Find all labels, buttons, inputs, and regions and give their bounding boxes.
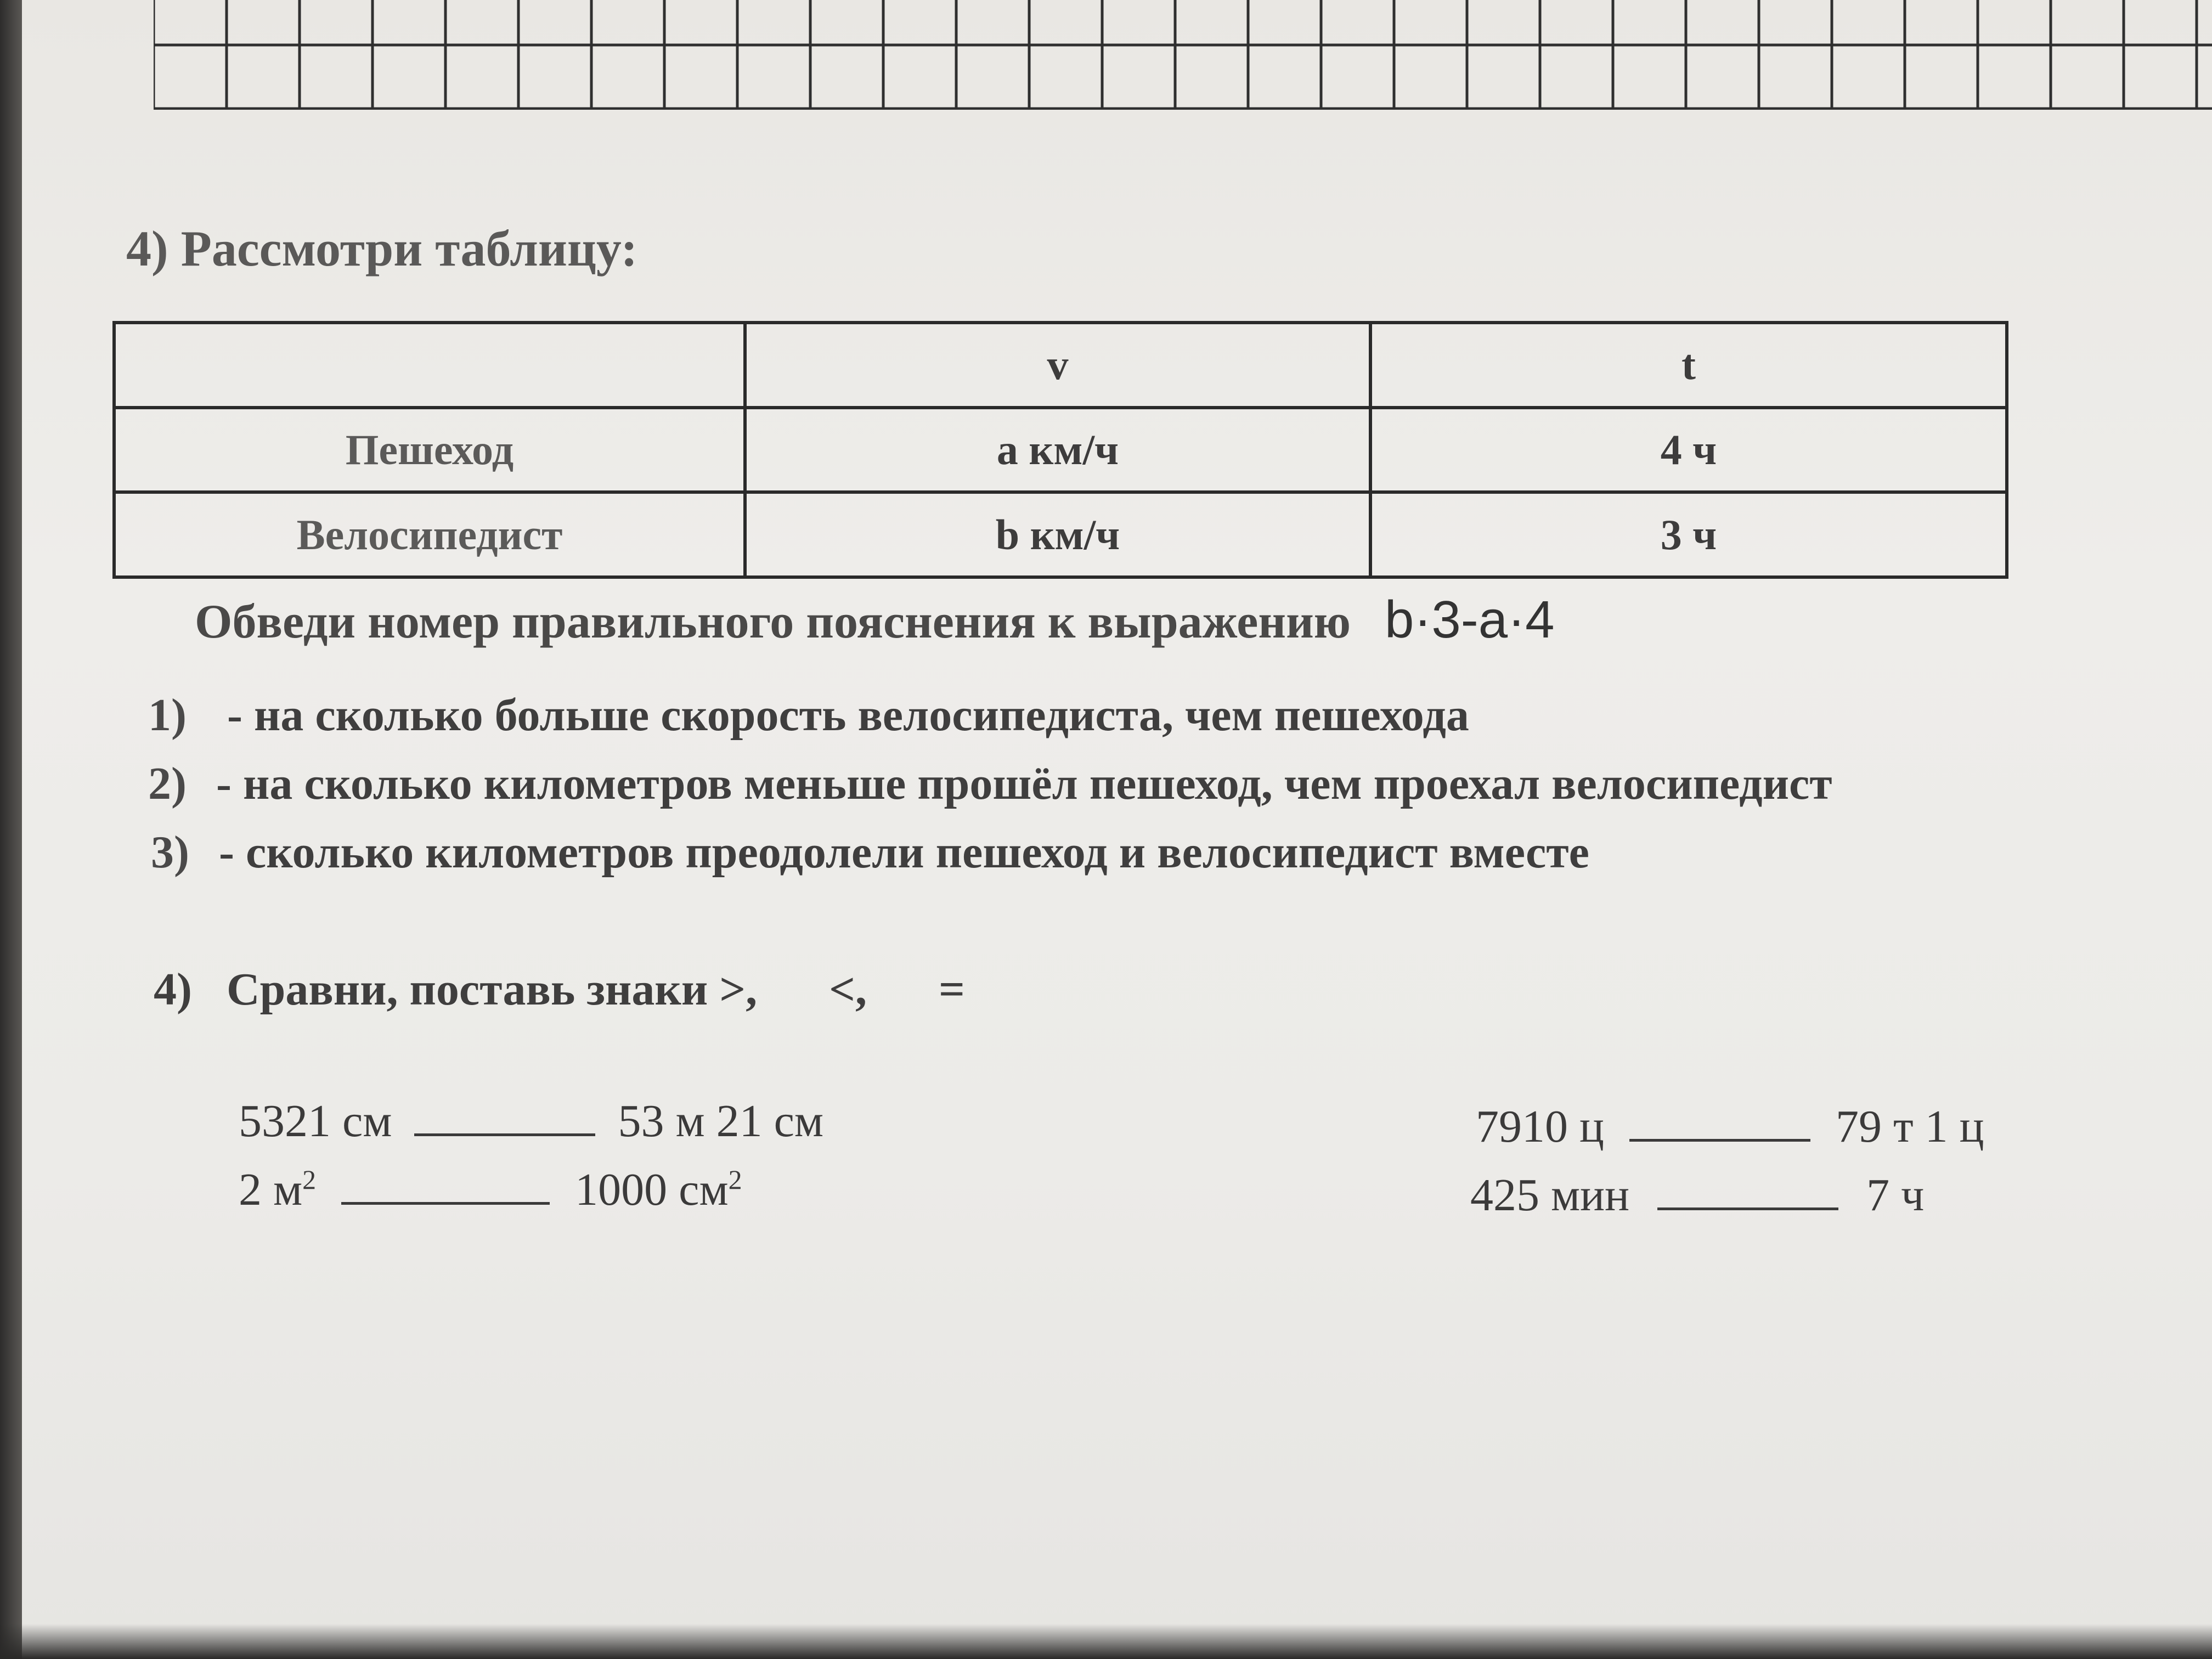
option-2[interactable] <box>148 757 1832 810</box>
table-row <box>114 408 2007 493</box>
compare-left: 2 м <box>239 1164 303 1215</box>
sign-less: <, <box>829 964 867 1015</box>
option-text: - сколько километров преодолели пешеход и велосипедист вместе <box>218 827 1589 878</box>
sign-greater: >, <box>719 964 758 1015</box>
compare-left: 7910 ц <box>1476 1101 1604 1152</box>
answer-blank[interactable] <box>1629 1136 1810 1142</box>
answer-blank[interactable] <box>341 1199 550 1205</box>
superscript: 2 <box>728 1164 742 1195</box>
option-text: - на сколько километров меньше прошёл пешеход, чем проехал велосипедист <box>216 758 1832 809</box>
superscript: 2 <box>302 1164 317 1195</box>
answer-grid <box>154 0 2212 110</box>
table-header-row <box>114 323 2007 408</box>
option-1[interactable] <box>148 689 1469 742</box>
compare-right: 1000 см <box>575 1164 729 1215</box>
background-edge <box>0 1624 2212 1659</box>
instruction <box>195 590 1554 650</box>
speed-time-table <box>112 321 2008 579</box>
compare-title <box>154 963 965 1016</box>
table-cell: Пешеход <box>114 408 745 493</box>
answer-blank[interactable] <box>414 1130 595 1136</box>
sign-equal: = <box>938 964 965 1015</box>
compare-right: 53 м 21 см <box>618 1096 824 1147</box>
table-row <box>114 492 2007 577</box>
compare-item-3 <box>1476 1100 1984 1153</box>
option-number: 2) <box>148 758 187 809</box>
task-title: 4) Рассмотри таблицу: <box>126 221 638 276</box>
option-3[interactable] <box>151 826 1589 879</box>
table-cell: b км/ч <box>745 492 1370 577</box>
table-cell: 3 ч <box>1370 492 2007 577</box>
expression: b·3-a·4 <box>1385 590 1555 649</box>
table-cell: Велосипедист <box>114 492 745 577</box>
compare-item-1 <box>239 1094 823 1148</box>
compare-left: 425 мин <box>1470 1170 1630 1221</box>
compare-item-4 <box>1470 1169 1924 1222</box>
table-cell: 4 ч <box>1370 408 2007 493</box>
table-header-cell <box>114 323 745 408</box>
table-header-cell: v <box>745 323 1370 408</box>
compare-right: 79 т 1 ц <box>1835 1101 1984 1152</box>
background-edge <box>0 0 22 1659</box>
compare-item-2 <box>239 1163 742 1216</box>
compare-right: 7 ч <box>1866 1170 1925 1221</box>
option-text: - на сколько больше скорость велосипедиста, чем пешехода <box>227 690 1469 741</box>
answer-blank[interactable] <box>1657 1204 1838 1210</box>
table-header-cell: t <box>1370 323 2007 408</box>
option-number: 1) <box>148 690 187 741</box>
instruction-text: Обведи номер правильного пояснения к выражению <box>195 595 1351 648</box>
compare-title-text: 4) Сравни, поставь знаки <box>154 964 708 1015</box>
compare-left: 5321 см <box>239 1096 392 1147</box>
option-number: 3) <box>151 827 189 878</box>
table-cell: a км/ч <box>745 408 1370 493</box>
